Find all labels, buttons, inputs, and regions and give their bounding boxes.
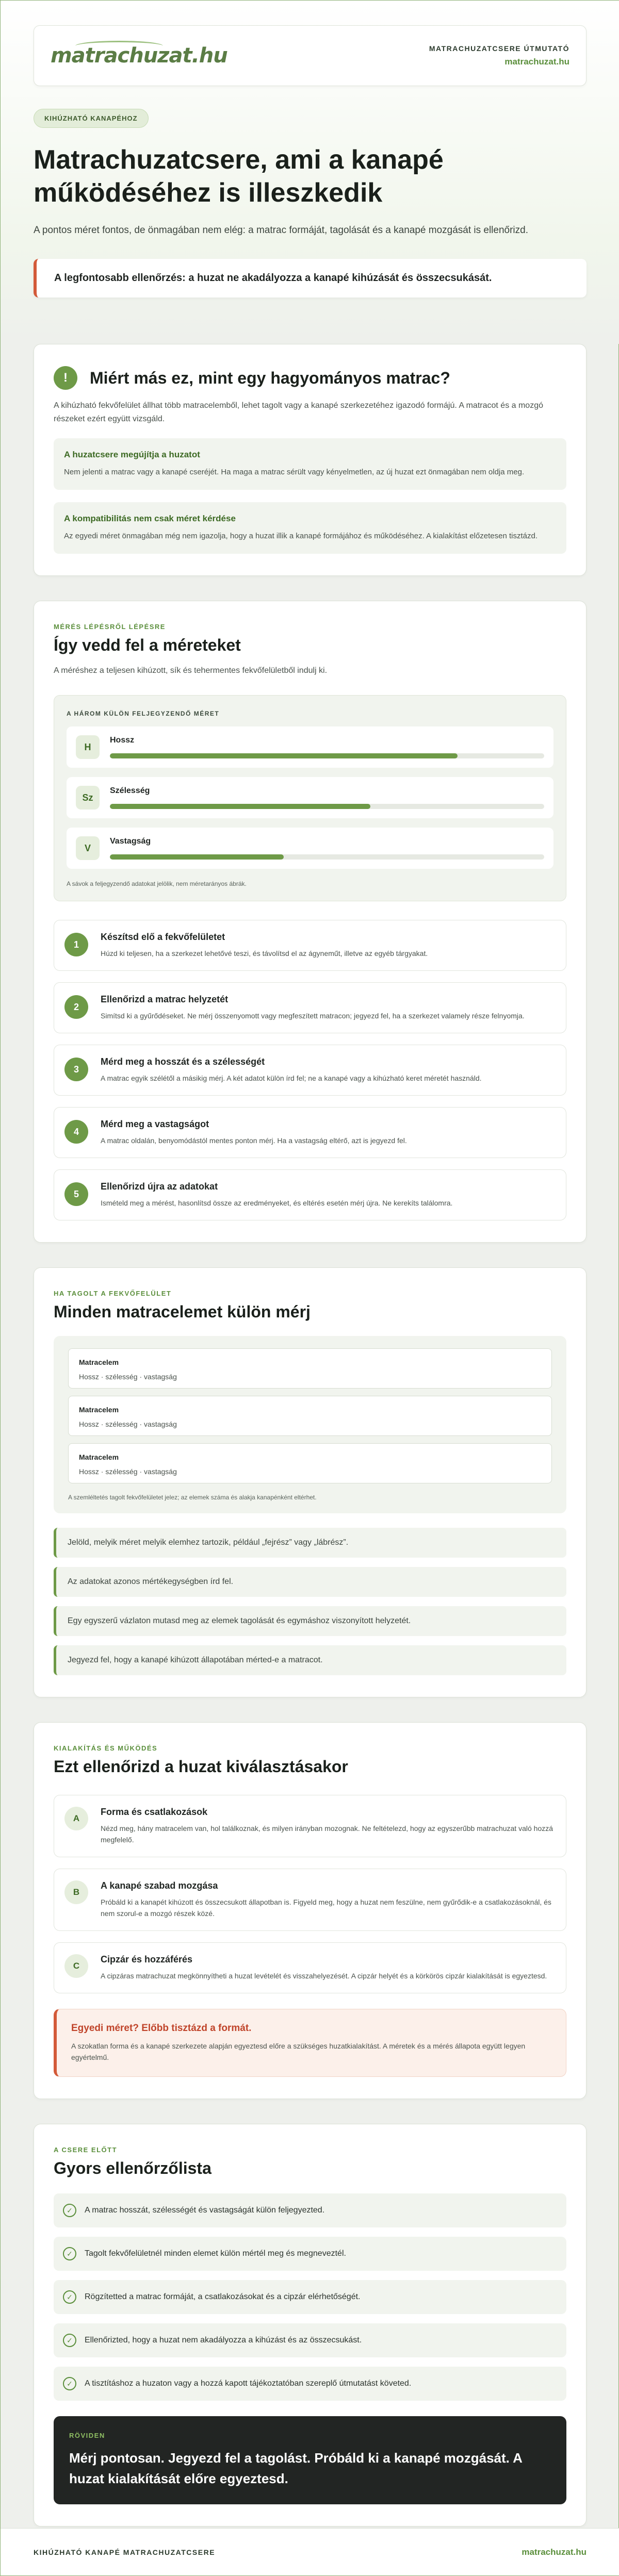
section-why-different (34, 344, 587, 576)
measure-label: Szélesség (110, 786, 150, 795)
section-title: Ezt ellenőrizd a huzat kiválasztásakor (54, 1757, 348, 1776)
warning-box (54, 2009, 566, 2077)
segment-panel (54, 1336, 566, 1513)
footer-label: KIHÚZHATÓ KANAPÉ MATRACHUZATCSERE (34, 2548, 216, 2556)
measure-row-length (67, 726, 553, 768)
step-text: A matrac egyik szélétől a másikig mérj. A két adatot külön írd fel; ne a kanapé vagy a kihúzható keret méretét használd. (101, 1074, 482, 1082)
section-kicker: HA TAGOLT A FEKVŐFELÜLET (54, 1290, 172, 1297)
summary-kicker: RÖVIDEN (69, 2432, 105, 2439)
hero-lead: A pontos méret fontos, de önmagában nem elég: a matrac formáját, tagolását és a kanapé mozgását is ellenőrizd. (34, 225, 528, 236)
measure-bar (110, 854, 544, 860)
check-icon: ✓ (63, 2290, 76, 2304)
note-title: A huzatcsere megújítja a huzatot (64, 450, 200, 459)
step-text: A matrac oldalán, benyomódástól mentes ponton mérj. Ha a vastagság eltérő, azt is jegyezd fel. (101, 1136, 407, 1145)
tip-item: Jegyezd fel, hogy a kanapé kihúzott állapotában mérted-e a matracot. (54, 1645, 566, 1675)
check-icon: ✓ (63, 2204, 76, 2217)
page-title: Matrachuzatcsere, ami a kanapé működéséhez is illeszkedik (34, 145, 444, 208)
section-kicker: A CSERE ELŐTT (54, 2146, 118, 2154)
step-text: Ismételd meg a mérést, hasonlítsd össze az eredményeket, és eltérés esetén mérj újra. Ne kerekíts találomra. (101, 1199, 453, 1207)
step-item (54, 1169, 566, 1220)
footer (1, 2528, 619, 2575)
measure-letter: Sz (76, 786, 100, 810)
segment-dims: Hossz · szélesség · vastagság (79, 1373, 177, 1381)
footer-site-link[interactable]: matrachuzat.hu (522, 2547, 587, 2557)
logo-text: matrachuzat (51, 44, 192, 68)
section-kicker: MÉRÉS LÉPÉSRŐL LÉPÉSRE (54, 623, 166, 631)
step-number: 2 (64, 995, 88, 1019)
check-text: A cipzáras matrachuzat megkönnyítheti a huzat levételét és visszahelyezését. A cipzár helyét és a körkörös cipzár kialakítását is egyeztesd. (101, 1972, 547, 1980)
segment-card (68, 1348, 552, 1389)
checklist-item (54, 2323, 566, 2357)
section-intro: A kihúzható fekvőfelület állhat több matracelemből, lehet tagolt vagy a kanapé szerkezetéhez igazodó formájú. A matracot és a mozgó részeket ezért együtt vizsgáld. (54, 401, 543, 423)
header-meta (429, 44, 569, 67)
step-text: Simítsd ki a gyűrődéseket. Ne mérj összenyomott vagy megfeszített matracon; jegyezd fel, ha a szerkezet valamely része felnyomja. (101, 1012, 525, 1020)
measure-bar-fill (110, 804, 370, 809)
section-kicker: KIALAKÍTÁS ÉS MŰKÖDÉS (54, 1744, 158, 1752)
step-item (54, 920, 566, 971)
tip-item: Az adatokat azonos mértékegységben írd fel. (54, 1567, 566, 1597)
step-number: 3 (64, 1058, 88, 1081)
panel-title: A HÁROM KÜLÖN FELJEGYZENDŐ MÉRET (67, 710, 220, 717)
measure-letter: V (76, 836, 100, 860)
warning-title: Egyedi méret? Előbb tisztázd a formát. (71, 2023, 252, 2034)
page (1, 1, 619, 2575)
checklist-item (54, 2237, 566, 2271)
logo-tld: .hu (191, 44, 227, 68)
summary-box (54, 2416, 566, 2504)
section-title: Így vedd fel a méreteket (54, 636, 241, 654)
measure-bar-fill (110, 753, 458, 758)
step-item (54, 1107, 566, 1158)
check-text: Próbáld ki a kanapét kihúzott és összecsukott állapotban is. Figyeld meg, hogy a huzat nem feszülne, nem gyűrődik-e a csatlakozásoknál, és nem szorul-e a mozgó részek közé. (101, 1898, 551, 1918)
section-title: Miért más ez, mint egy hagyományos matrac? (90, 368, 450, 387)
note-title: A kompatibilitás nem csak méret kérdése (64, 514, 236, 523)
key-callout: A legfontosabb ellenőrzés: a huzat ne akadályozza a kanapé kihúzását és összecsukását. (34, 259, 587, 298)
top-bar (34, 25, 587, 86)
step-text: Húzd ki teljesen, ha a szerkezet lehetővé teszi, és távolítsd el az ágyneműt, illetve az egyéb tárgyakat. (101, 949, 428, 957)
check-letter: A (64, 1807, 88, 1830)
check-item (54, 1869, 566, 1931)
alert-icon: ! (54, 366, 77, 390)
step-title: Ellenőrizd a matrac helyzetét (101, 994, 229, 1004)
check-letter: B (64, 1880, 88, 1904)
hero-badge: KIHÚZHATÓ KANAPÉHOZ (34, 109, 149, 128)
step-title: Készítsd elő a fekvőfelületet (101, 932, 225, 942)
measure-letter: H (76, 735, 100, 759)
measure-label: Hossz (110, 736, 135, 745)
measure-row-width (67, 777, 553, 818)
section-segments (34, 1267, 587, 1697)
step-number: 4 (64, 1120, 88, 1144)
logo-swoosh-icon (75, 41, 163, 51)
checklist-text: A tisztításhoz a huzaton vagy a hozzá kapott tájékoztatóban szereplő útmutatást követed. (85, 2379, 412, 2388)
check-title: Forma és csatlakozások (101, 1807, 208, 1817)
check-title: A kanapé szabad mozgása (101, 1880, 218, 1891)
segment-card (68, 1396, 552, 1436)
segment-dims: Hossz · szélesség · vastagság (79, 1467, 177, 1476)
step-title: Mérd meg a vastagságot (101, 1119, 209, 1129)
hero (1, 1, 619, 344)
checklist-text: A matrac hosszát, szélességét és vastagságát külön feljegyezted. (85, 2206, 325, 2215)
check-text: Nézd meg, hány matracelem van, hol találkoznak, és milyen irányban mozognak. Ne feltételezd, hogy az egyszerűbb matrachuzat való hozzá megfelelő. (101, 1824, 553, 1844)
segment-title: Matracelem (79, 1406, 119, 1414)
step-title: Mérd meg a hosszát és a szélességét (101, 1056, 265, 1067)
segment-title: Matracelem (79, 1453, 119, 1461)
step-number: 1 (64, 933, 88, 956)
step-item (54, 1045, 566, 1096)
note-text: Nem jelenti a matrac vagy a kanapé cseréjét. Ha maga a matrac sérült vagy kényelmetlen, az új huzat ezt önmagában nem oldja meg. (64, 468, 525, 476)
measure-bar (110, 753, 544, 758)
segment-note: A szemléltetés tagolt fekvőfelületet jelez; az elemek száma és alakja kanapénként eltérhet. (68, 1494, 317, 1501)
check-icon: ✓ (63, 2377, 76, 2390)
check-icon: ✓ (63, 2247, 76, 2260)
check-icon: ✓ (63, 2334, 76, 2347)
checklist-item (54, 2280, 566, 2314)
summary-text: Mérj pontosan. Jegyezd fel a tagolást. Próbáld ki a kanapé mozgását. A huzat kialakítását előre egyeztesd. (69, 2450, 522, 2486)
checklist-text: Rögzítetted a matrac formáját, a csatlakozásokat és a cipzár elérhetőségét. (85, 2292, 361, 2301)
section-title: Minden matracelemet külön mérj (54, 1302, 311, 1321)
checklist-item (54, 2193, 566, 2227)
checklist-text: Tagolt fekvőfelületnél minden elemet külön mértél meg és megneveztél. (85, 2249, 346, 2258)
note-box (54, 438, 566, 490)
segment-title: Matracelem (79, 1358, 119, 1366)
segment-dims: Hossz · szélesség · vastagság (79, 1420, 177, 1428)
section-intro: A méréshez a teljesen kihúzott, sík és tehermentes fekvőfelületből indulj ki. (54, 666, 328, 675)
note-text: Az egyedi méret önmagában még nem igazolja, hogy a huzat illik a kanapé formájához és működéséhez. A kialakítást előzetesen tisztázd. (64, 532, 538, 540)
panel-note: A sávok a feljegyzendő adatokat jelölik, nem méretarányos ábrák. (67, 880, 247, 887)
warning-text: A szokatlan forma és a kanapé szerkezete alapján egyeztesd előre a szükséges huzatkialakítást. A méretek és a mérés állapota együtt legyen egyértelmű. (71, 2042, 526, 2061)
site-link[interactable]: matrachuzat.hu (504, 57, 569, 67)
check-title: Cipzár és hozzáférés (101, 1954, 193, 1964)
measure-bar-fill (110, 854, 284, 860)
note-box (54, 502, 566, 554)
check-item (54, 1795, 566, 1857)
tip-item: Egy egyszerű vázlaton mutasd meg az elemek tagolását és egymáshoz viszonyított helyzetét. (54, 1606, 566, 1636)
section-measuring (34, 601, 587, 1243)
segment-card (68, 1443, 552, 1483)
logo[interactable] (51, 44, 227, 68)
measure-panel (54, 695, 566, 901)
measure-label: Vastagság (110, 837, 151, 846)
section-title: Gyors ellenőrzőlista (54, 2159, 211, 2177)
check-letter: C (64, 1954, 88, 1978)
section-checklist (34, 2124, 587, 2527)
guide-label: MATRACHUZATCSERE ÚTMUTATÓ (429, 44, 569, 53)
step-item (54, 982, 566, 1033)
checklist-item (54, 2367, 566, 2401)
section-checks (34, 1722, 587, 2099)
measure-row-thickness (67, 828, 553, 869)
step-number: 5 (64, 1182, 88, 1206)
step-title: Ellenőrizd újra az adatokat (101, 1181, 218, 1192)
checklist-text: Ellenőrizted, hogy a huzat nem akadályozza a kihúzást és az összecsukást. (85, 2336, 362, 2344)
measure-bar (110, 804, 544, 809)
check-item (54, 1942, 566, 1993)
tip-item: Jelöld, melyik méret melyik elemhez tartozik, például „fejrész” vagy „lábrész”. (54, 1528, 566, 1558)
